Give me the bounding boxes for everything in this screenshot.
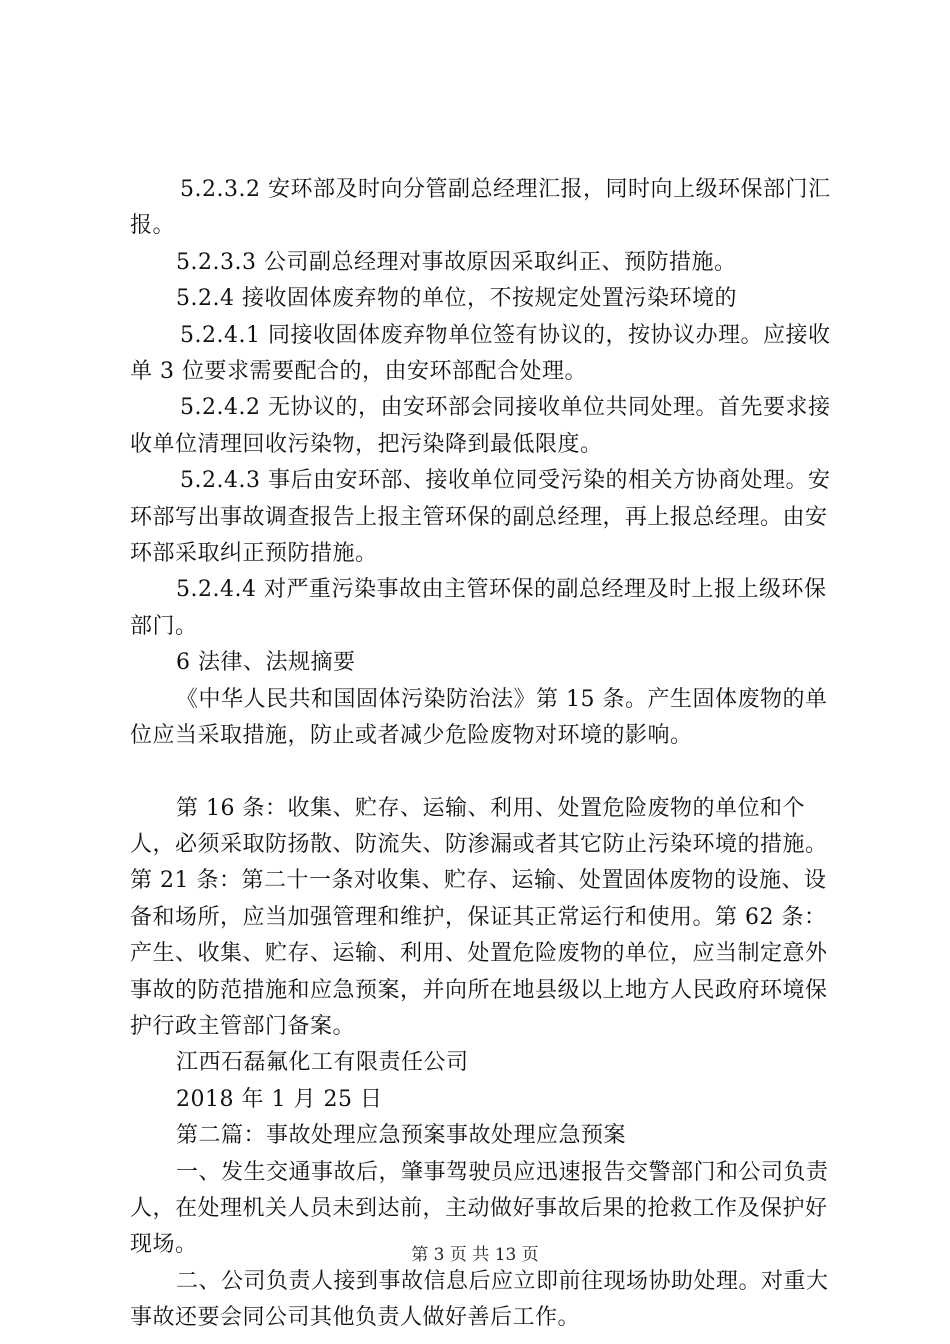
document-date: 2018 年 1 月 25 日 bbox=[176, 1086, 383, 1112]
paragraph-5-2-4-3: 5.2.4.3 事后由安环部、接收单位同受污染的相关方协商处理。安环部写出事故调查报告上报主管环保的副总经理，再上报总经理。由安环部采取纠正预防措施。 bbox=[130, 468, 831, 567]
blank-line bbox=[130, 755, 835, 791]
paragraph-5-2-3-2: 5.2.3.2 安环部及时向分管副总经理汇报，同时向上级环保部门汇报。 bbox=[130, 177, 831, 239]
document-body bbox=[130, 172, 835, 1337]
section-heading-laws: 6 法律、法规摘要 bbox=[176, 650, 356, 676]
paragraph-item-one: 一、发生交通事故后，肇事驾驶员应迅速报告交警部门和公司负责人，在处理机关人员未到达前，主动做好事故后果的抢救工作及保护好现场。 bbox=[130, 1159, 829, 1258]
paragraph-5-2-4-1: 5.2.4.1 同接收固体废弃物单位签有协议的，按协议办理。应接收单 3 位要求需要配合的，由安环部配合处理。 bbox=[130, 322, 831, 385]
company-name: 江西石磊氟化工有限责任公司 bbox=[176, 1050, 469, 1076]
paragraph-item-two: 二、公司负责人接到事故信息后应立即前往现场协助处理。对重大事故还要会同公司其他负责人做好善后工作。 bbox=[130, 1268, 829, 1331]
paragraph-5-2-4: 5.2.4 接收固体废弃物的单位，不按规定处置污染环境的 bbox=[176, 286, 737, 312]
paragraph-5-2-3-3: 5.2.3.3 公司副总经理对事故原因采取纠正、预防措施。 bbox=[176, 249, 737, 275]
paragraph-law-articles-16-21-62: 第 16 条：收集、贮存、运输、利用、处置危险废物的单位和个人，必须采取防扬散、防流失、防渗漏或者其它防止污染环境的措施。第 21 条：第二十一条对收集、贮存、运输、处置固体废物的设施、设备和场所，应当加强管理和维护，保证其正常运行和使用。第 62 条：产生、收集、贮存、运输、利用、处置危险废物的单位，应当制定意外事故的防范措施和应急预案，并向所在地县级以上地方人民政府环境保护行政主管部门备案。 bbox=[130, 795, 828, 1039]
paragraph-law-article-15: 《中华人民共和国固体污染防治法》第 15 条。产生固体废物的单位应当采取措施，防止或者减少危险废物对环境的影响。 bbox=[130, 686, 828, 749]
paragraph-5-2-4-2: 5.2.4.2 无协议的，由安环部会同接收单位共同处理。首先要求接收单位清理回收污染物，把污染降到最低限度。 bbox=[130, 395, 831, 457]
chapter-two-title: 第二篇：事故处理应急预案事故处理应急预案 bbox=[176, 1123, 627, 1149]
paragraph-5-2-4-4: 5.2.4.4 对严重污染事故由主管环保的副总经理及时上报上级环保部门。 bbox=[130, 577, 827, 639]
page-number-footer: 第 3 页 共 13 页 bbox=[411, 1245, 539, 1265]
